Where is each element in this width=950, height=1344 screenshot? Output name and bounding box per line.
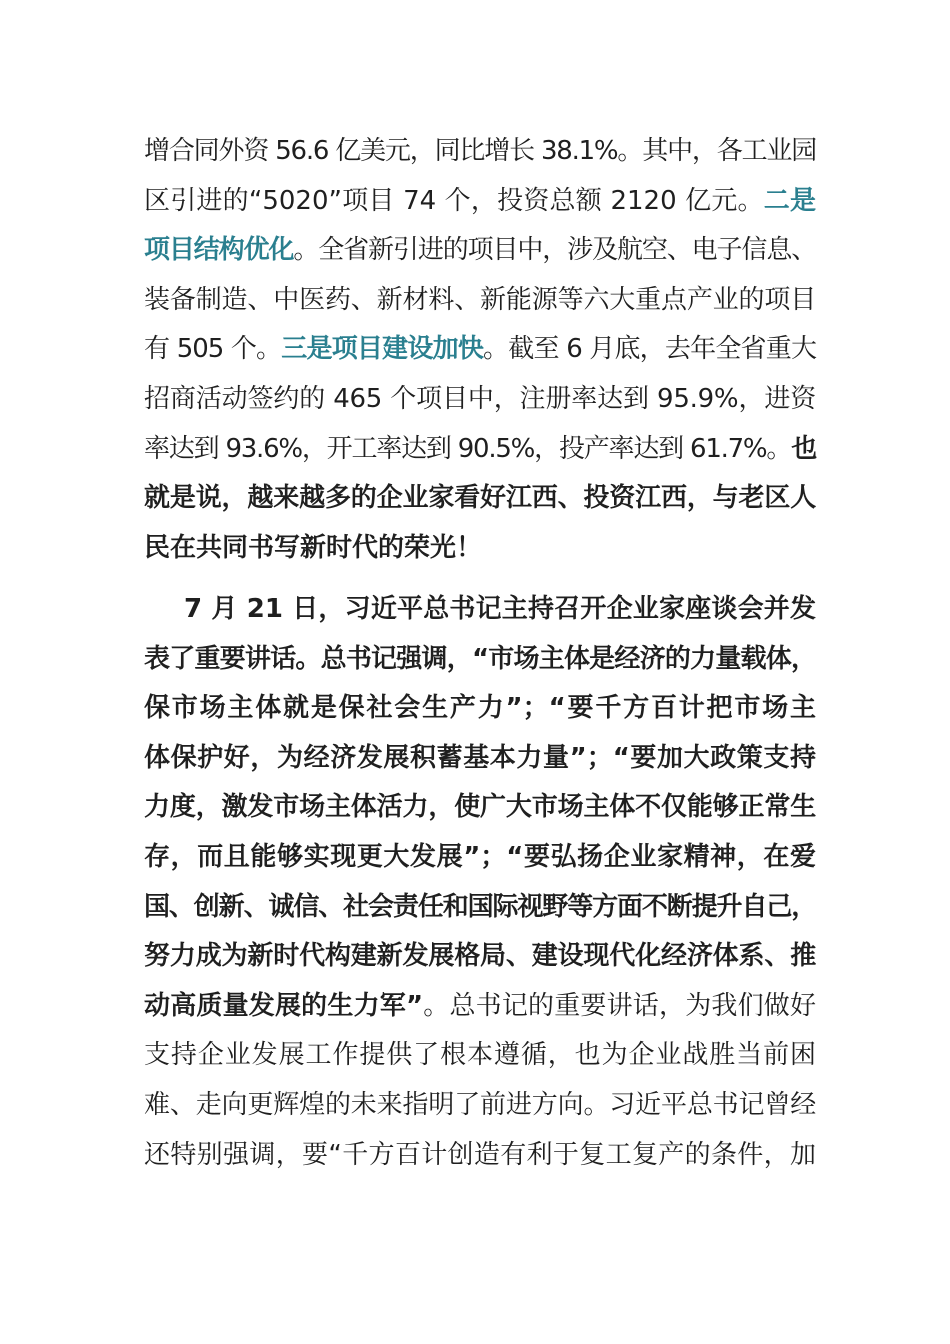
emphasized-text: 存，而且能够实现更大发展”；“要弘扬企业家精神，在爱 — [144, 841, 816, 872]
text-line — [144, 425, 816, 475]
text-line — [144, 982, 816, 1032]
emphasized-text: 7 月 21 日，习近平总书记主持召开企业家座谈会并发 — [184, 594, 816, 624]
emphasized-text: 保市场主体就是保社会生产力”；“要千方百计把市场主 — [144, 693, 816, 724]
text-line — [144, 1031, 816, 1081]
highlighted-heading-text: 二是 — [763, 185, 816, 216]
body-text: 有 505 个。 — [144, 334, 282, 365]
emphasized-text: 表了重要讲话。总书记强调，“市场主体是经济的力量载体， — [144, 643, 816, 674]
text-line — [144, 883, 816, 933]
paragraph-investment-results — [144, 127, 816, 573]
text-line — [144, 783, 816, 833]
text-line — [144, 226, 816, 276]
body-text: 。截至 6 月底，去年全省重大 — [483, 334, 816, 365]
body-text: 。全省新引进的项目中，涉及航空、电子信息、 — [293, 235, 816, 266]
emphasized-text: 民在共同书写新时代的荣光！ — [144, 532, 483, 563]
text-line — [144, 177, 816, 227]
body-text: 装备制造、中医药、新材料、新能源等六大重点产业的项目 — [144, 284, 816, 315]
body-text: 。总书记的重要讲话，为我们做好 — [423, 990, 816, 1021]
emphasized-text: 努力成为新时代构建新发展格局、建设现代化经济体系、推 — [144, 941, 816, 972]
body-text: 区引进的“5020”项目 74 个，投资总额 2120 亿元。 — [144, 185, 764, 216]
body-text: 率达到 93.6%，开工率达到 90.5%，投产率达到 61.7%。 — [144, 433, 792, 464]
text-line — [144, 276, 816, 326]
text-line — [144, 1131, 816, 1181]
emphasized-text: 体保护好，为经济发展积蓄基本力量”；“要加大政策支持 — [144, 742, 816, 773]
text-line — [144, 635, 816, 685]
text-line — [144, 325, 816, 375]
text-line — [144, 127, 816, 177]
text-line — [144, 1081, 816, 1131]
text-line — [144, 474, 816, 524]
emphasized-text: 动高质量发展的生力军” — [144, 990, 424, 1021]
text-line — [144, 524, 816, 574]
text-line — [144, 932, 816, 982]
emphasized-text: 就是说，越来越多的企业家看好江西、投资江西，与老区人 — [144, 483, 816, 514]
text-line — [144, 833, 816, 883]
emphasized-text: 也 — [791, 433, 816, 464]
highlighted-heading-text: 项目结构优化 — [144, 235, 294, 266]
body-text: 招商活动签约的 465 个项目中，注册率达到 95.9%，进资 — [144, 383, 816, 414]
text-line — [144, 734, 816, 784]
paragraph-symposium-speech — [144, 585, 816, 1180]
emphasized-text: 力度，激发市场主体活力，使广大市场主体不仅能够正常生 — [144, 792, 816, 823]
body-text: 难、走向更辉煌的未来指明了前进方向。习近平总书记曾经 — [144, 1089, 816, 1120]
body-text: 支持企业发展工作提供了根本遵循，也为企业战胜当前困 — [144, 1040, 816, 1071]
body-text: 还特别强调，要“千方百计创造有利于复工复产的条件，加 — [144, 1139, 816, 1170]
text-line — [144, 375, 816, 425]
text-line — [144, 585, 816, 635]
text-line — [144, 684, 816, 734]
highlighted-heading-text: 三是项目建设加快 — [281, 334, 484, 365]
body-text: 增合同外资 56.6 亿美元，同比增长 38.1%。其中，各工业园 — [144, 136, 816, 166]
emphasized-text: 国、创新、诚信、社会责任和国际视野等方面不断提升自己， — [144, 891, 816, 922]
